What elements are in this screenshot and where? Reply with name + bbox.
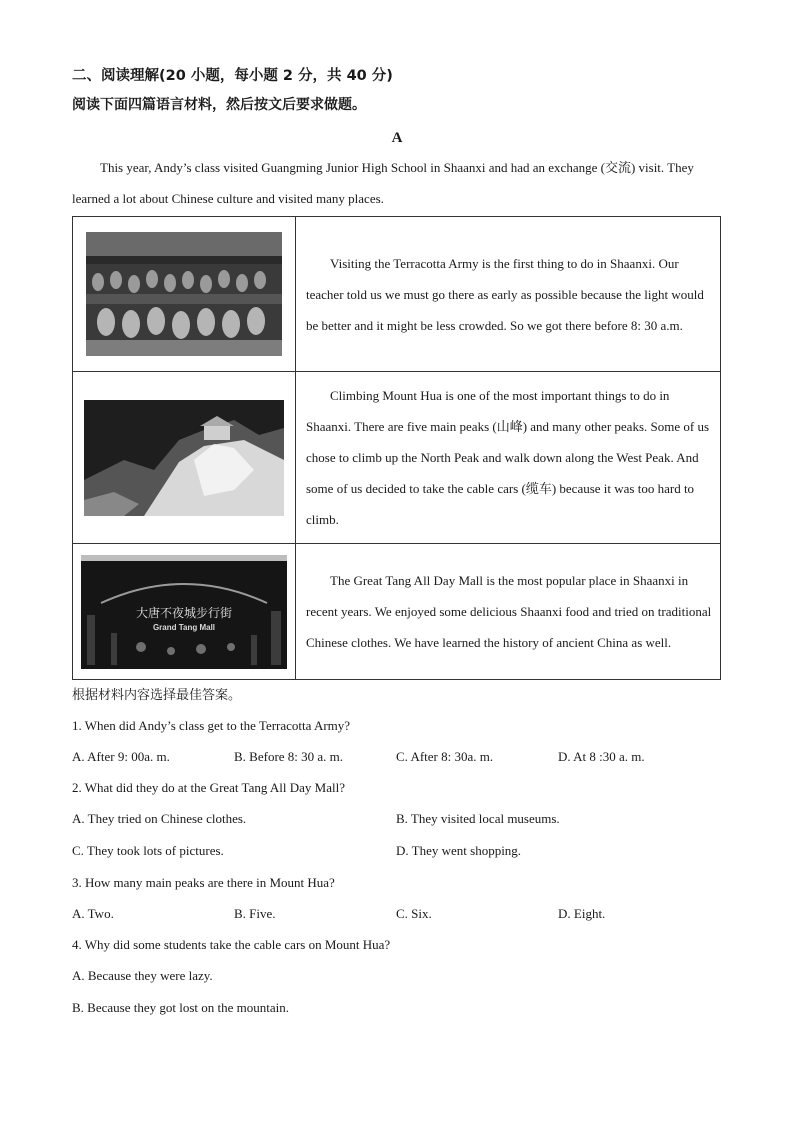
option-d: D. At 8 :30 a. m.: [558, 749, 645, 764]
question-stem: 3. How many main peaks are there in Mount Hua?: [72, 875, 335, 890]
table-row: [73, 372, 721, 544]
option-d: D. They went shopping.: [396, 843, 522, 858]
section-title: 二、阅读理解(20 小题，每小题 2 分，共 40 分): [72, 68, 393, 84]
mall-sign-chinese: 大唐不夜城步行街: [135, 605, 233, 620]
question-stem: 2. What did they do at the Great Tang All Day Mall?: [72, 780, 345, 795]
option-c: C. After 8: 30a. m.: [396, 749, 494, 764]
passage-text-mount-hua: Climbing Mount Hua is one of the most important things to do in Shaanxi. There are five main peaks (山峰) and many other peaks. Some of us chose to climb up the North Peak and walk down along the West Peak. And some of us decided to take the cable cars (缆车) because it was too hard to climb.: [296, 372, 721, 544]
passage-letter: A: [391, 130, 403, 146]
passage-text-terracotta: Visiting the Terracotta Army is the first thing to do in Shaanxi. Our teacher told us we must go there as early as possible because the light would be better and it might be less crowded. So we got there before 8: 30 a.m.: [296, 217, 721, 372]
option-a: A. They tried on Chinese clothes.: [72, 811, 247, 826]
question-3: [72, 867, 722, 929]
exam-page: [72, 62, 722, 1024]
image-cell: [73, 372, 296, 544]
passage-table: [72, 216, 721, 680]
passage-text-tang-mall: The Great Tang All Day Mall is the most popular place in Shaanxi in recent years. We enjoyed some delicious Shaanxi food and tried on traditional Chinese clothes. We have learned the history of ancient China as well.: [296, 544, 721, 680]
option-b: B. Five.: [234, 906, 276, 921]
mall-sign-english: Grand Tang Mall: [152, 622, 216, 632]
question-4: [72, 929, 722, 1024]
question-stem: 1. When did Andy’s class get to the Terracotta Army?: [72, 718, 351, 733]
passage-intro: This year, Andy’s class visited Guangming Junior High School in Shaanxi and had an exchange (交流) visit. They learned a lot about Chinese culture and visited many places.: [72, 160, 694, 206]
image-cell: [73, 217, 296, 372]
option-d: D. Eight.: [558, 906, 606, 921]
table-row: [73, 217, 721, 372]
option-a: A. Because they were lazy.: [72, 968, 213, 983]
question-1: [72, 710, 722, 772]
option-c: C. They took lots of pictures.: [72, 843, 224, 858]
questions-instruction: 根据材料内容选择最佳答案。: [72, 688, 242, 703]
option-c: C. Six.: [396, 906, 432, 921]
image-cell: [73, 544, 296, 680]
option-b: B. Because they got lost on the mountain.: [72, 1000, 289, 1015]
grand-tang-mall-photo: [81, 555, 287, 669]
table-row: [73, 544, 721, 680]
question-2: [72, 772, 722, 867]
option-b: B. They visited local museums.: [396, 811, 560, 826]
option-a: A. After 9: 00a. m.: [72, 749, 170, 764]
section-instruction: 阅读下面四篇语言材料，然后按文后要求做题。: [72, 97, 366, 113]
question-stem: 4. Why did some students take the cable cars on Mount Hua?: [72, 937, 391, 952]
mount-hua-photo: [84, 400, 284, 516]
terracotta-army-photo: [86, 232, 282, 356]
option-b: B. Before 8: 30 a. m.: [234, 749, 344, 764]
option-a: A. Two.: [72, 906, 114, 921]
